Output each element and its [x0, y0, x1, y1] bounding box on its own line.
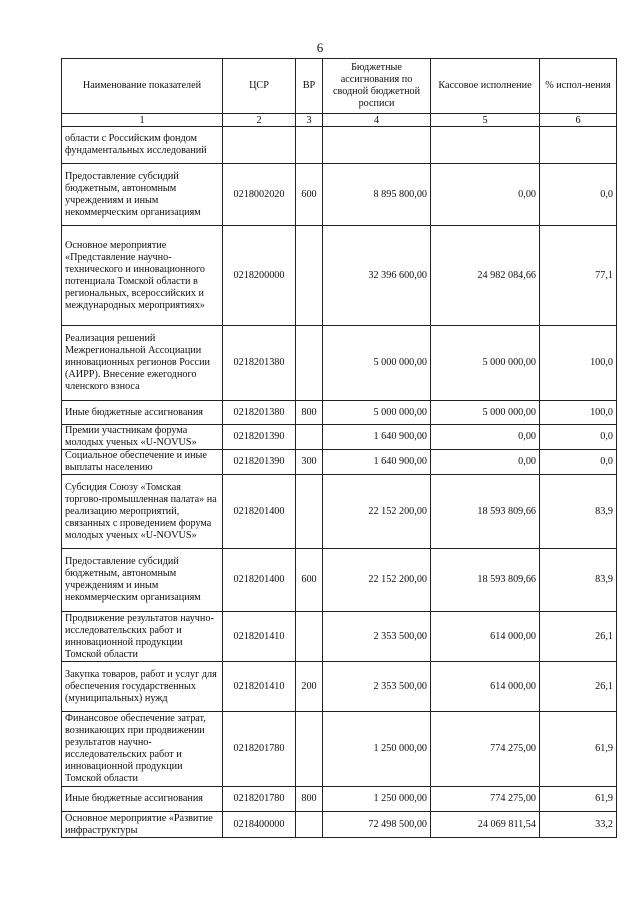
row-name-cell: Иные бюджетные ассигнования [62, 401, 223, 425]
page-number: 6 [316, 40, 324, 55]
row-name-cell: Основное мероприятие «Развитие инфраструктуры [62, 812, 223, 838]
row-execution-cell: 0,00 [431, 164, 540, 226]
row-csr-cell: 0218201380 [223, 326, 296, 401]
table-row [62, 787, 617, 812]
row-name-cell: Закупка товаров, работ и услуг для обеспечения государственных (муниципальных) нужд [62, 662, 223, 712]
row-vr-cell [296, 425, 323, 450]
header-execution: Кассовое исполнение [431, 59, 540, 114]
row-percent-cell [540, 127, 617, 164]
header-csr: ЦСР [223, 59, 296, 114]
row-allocation-cell [323, 127, 431, 164]
header-percent: % испол-нения [540, 59, 617, 114]
row-percent-cell: 83,9 [540, 549, 617, 612]
row-percent-cell: 0,0 [540, 450, 617, 475]
row-percent-cell: 0,0 [540, 164, 617, 226]
row-allocation-cell: 8 895 800,00 [323, 164, 431, 226]
row-execution-cell: 18 593 809,66 [431, 549, 540, 612]
row-name-cell: Финансовое обеспечение затрат, возникающих при продвижении результатов научно-исследовательских работ и инновационной продукции Томской области [62, 712, 223, 787]
table-row [62, 475, 617, 549]
row-allocation-cell: 1 640 900,00 [323, 425, 431, 450]
row-vr-cell: 800 [296, 401, 323, 425]
row-name-cell: Социальное обеспечение и иные выплаты населению [62, 450, 223, 475]
row-percent-cell: 83,9 [540, 475, 617, 549]
row-vr-cell [296, 812, 323, 838]
table-row [62, 425, 617, 450]
row-csr-cell [223, 127, 296, 164]
row-execution-cell [431, 127, 540, 164]
row-allocation-cell: 22 152 200,00 [323, 549, 431, 612]
row-allocation-cell: 5 000 000,00 [323, 326, 431, 401]
row-percent-cell: 100,0 [540, 401, 617, 425]
column-number: 4 [323, 114, 431, 127]
column-number-row [62, 114, 617, 127]
row-csr-cell: 0218201380 [223, 401, 296, 425]
row-percent-cell: 26,1 [540, 612, 617, 662]
row-execution-cell: 24 069 811,54 [431, 812, 540, 838]
row-allocation-cell: 2 353 500,00 [323, 662, 431, 712]
column-number: 1 [62, 114, 223, 127]
row-execution-cell: 0,00 [431, 450, 540, 475]
row-csr-cell: 0218201400 [223, 549, 296, 612]
row-allocation-cell: 22 152 200,00 [323, 475, 431, 549]
table-row [62, 127, 617, 164]
row-csr-cell: 0218201780 [223, 787, 296, 812]
row-allocation-cell: 1 640 900,00 [323, 450, 431, 475]
column-number: 6 [540, 114, 617, 127]
row-vr-cell [296, 475, 323, 549]
budget-execution-table [61, 58, 617, 838]
row-allocation-cell: 1 250 000,00 [323, 712, 431, 787]
row-vr-cell: 200 [296, 662, 323, 712]
table-row [62, 450, 617, 475]
row-allocation-cell: 32 396 600,00 [323, 226, 431, 326]
row-allocation-cell: 2 353 500,00 [323, 612, 431, 662]
header-allocations: Бюджетные ассигнования по сводной бюджетной росписи [323, 59, 431, 114]
row-csr-cell: 0218201410 [223, 612, 296, 662]
row-name-cell: области с Российским фондом фундаментальных исследований [62, 127, 223, 164]
row-vr-cell: 800 [296, 787, 323, 812]
row-execution-cell: 18 593 809,66 [431, 475, 540, 549]
table-header-row [62, 59, 617, 114]
row-name-cell: Предоставление субсидий бюджетным, автономным учреждениям и иным некоммерческим организациям [62, 549, 223, 612]
row-execution-cell: 614 000,00 [431, 662, 540, 712]
row-vr-cell [296, 326, 323, 401]
table-row [62, 662, 617, 712]
row-vr-cell [296, 712, 323, 787]
row-percent-cell: 61,9 [540, 787, 617, 812]
row-allocation-cell: 5 000 000,00 [323, 401, 431, 425]
row-allocation-cell: 72 498 500,00 [323, 812, 431, 838]
row-allocation-cell: 1 250 000,00 [323, 787, 431, 812]
column-number: 2 [223, 114, 296, 127]
row-vr-cell [296, 612, 323, 662]
table-row [62, 226, 617, 326]
row-name-cell: Продвижение результатов научно-исследовательских работ и инновационной продукции Томской области [62, 612, 223, 662]
table-row [62, 401, 617, 425]
row-execution-cell: 5 000 000,00 [431, 401, 540, 425]
row-csr-cell: 0218201390 [223, 450, 296, 475]
row-percent-cell: 77,1 [540, 226, 617, 326]
row-csr-cell: 0218201410 [223, 662, 296, 712]
table-row [62, 612, 617, 662]
row-percent-cell: 100,0 [540, 326, 617, 401]
table-row [62, 712, 617, 787]
column-number: 5 [431, 114, 540, 127]
row-vr-cell: 300 [296, 450, 323, 475]
row-execution-cell: 24 982 084,66 [431, 226, 540, 326]
table-row [62, 812, 617, 838]
row-name-cell: Премии участникам форума молодых ученых «U-NOVUS» [62, 425, 223, 450]
row-csr-cell: 0218400000 [223, 812, 296, 838]
row-execution-cell: 0,00 [431, 425, 540, 450]
row-execution-cell: 774 275,00 [431, 787, 540, 812]
table-row [62, 549, 617, 612]
row-percent-cell: 33,2 [540, 812, 617, 838]
row-percent-cell: 26,1 [540, 662, 617, 712]
row-name-cell: Субсидия Союзу «Томская торгово-промышленная палата» на реализацию мероприятий, связанных с проведением форума молодых ученых «U-NOVUS» [62, 475, 223, 549]
row-name-cell: Реализация решений Межрегиональной Ассоциации инновационных регионов России (АИРР). Внесение ежегодного членского взноса [62, 326, 223, 401]
header-vr: ВР [296, 59, 323, 114]
row-name-cell: Предоставление субсидий бюджетным, автономным учреждениям и иным некоммерческим организациям [62, 164, 223, 226]
row-vr-cell: 600 [296, 549, 323, 612]
row-csr-cell: 0218201390 [223, 425, 296, 450]
row-execution-cell: 774 275,00 [431, 712, 540, 787]
row-csr-cell: 0218201780 [223, 712, 296, 787]
header-name: Наименование показателей [62, 59, 223, 114]
row-vr-cell [296, 127, 323, 164]
table-row [62, 326, 617, 401]
row-csr-cell: 0218002020 [223, 164, 296, 226]
row-name-cell: Иные бюджетные ассигнования [62, 787, 223, 812]
row-percent-cell: 0,0 [540, 425, 617, 450]
row-vr-cell [296, 226, 323, 326]
row-csr-cell: 0218200000 [223, 226, 296, 326]
row-name-cell: Основное мероприятие «Представление научно-технического и инновационного потенциала Томской области в региональных, всероссийских и международных мероприятиях» [62, 226, 223, 326]
row-vr-cell: 600 [296, 164, 323, 226]
table-row [62, 164, 617, 226]
column-number: 3 [296, 114, 323, 127]
row-csr-cell: 0218201400 [223, 475, 296, 549]
row-execution-cell: 614 000,00 [431, 612, 540, 662]
row-execution-cell: 5 000 000,00 [431, 326, 540, 401]
row-percent-cell: 61,9 [540, 712, 617, 787]
